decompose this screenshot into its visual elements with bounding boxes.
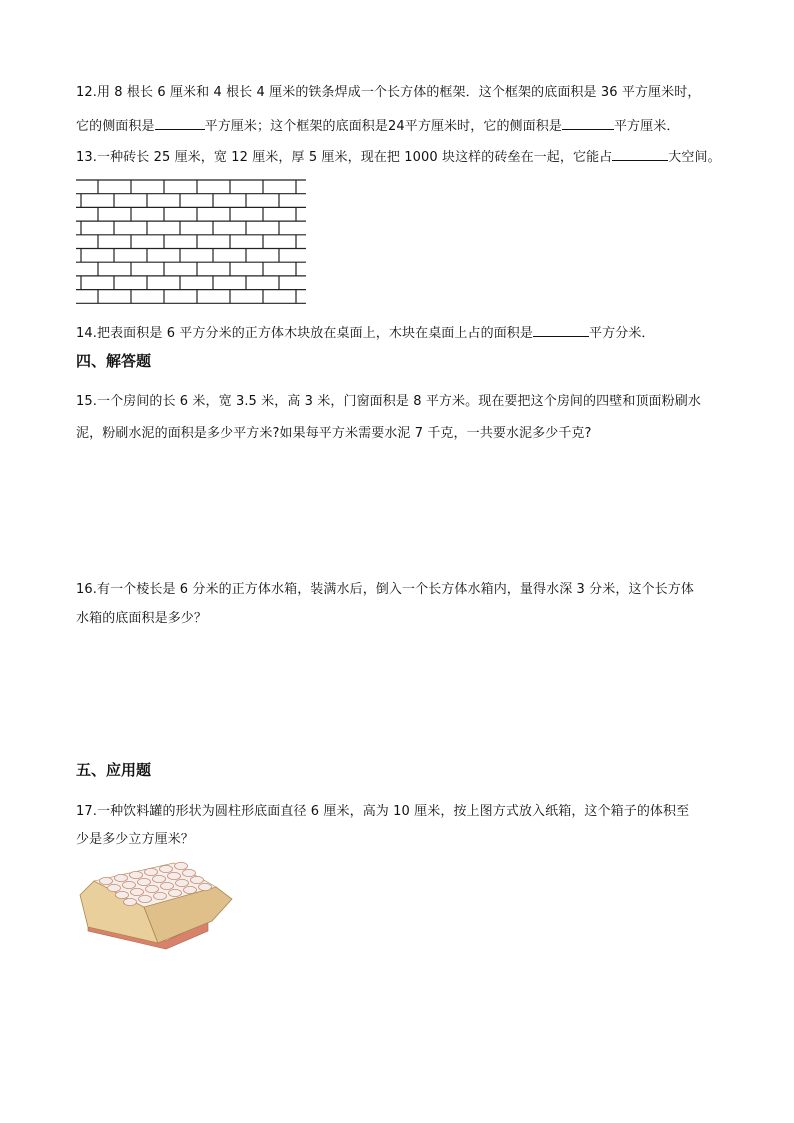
can-top bbox=[131, 888, 144, 895]
q17-line-2: 少是多少立方厘米？ bbox=[76, 832, 194, 847]
can-top bbox=[168, 872, 181, 879]
can-top bbox=[116, 891, 129, 898]
can-top bbox=[184, 886, 197, 893]
can-top bbox=[191, 876, 204, 883]
can-top bbox=[145, 868, 158, 875]
can-top bbox=[108, 884, 121, 891]
q12-answer-blank-2[interactable] bbox=[562, 115, 614, 130]
can-top bbox=[115, 874, 128, 881]
section-5-title: 五、应用题 bbox=[76, 761, 152, 779]
can-top bbox=[146, 885, 159, 892]
q12-text-c: 平方厘米． bbox=[613, 119, 680, 134]
can-top bbox=[139, 895, 152, 902]
can-top bbox=[138, 878, 151, 885]
q13-line bbox=[76, 146, 721, 168]
q12-line-2 bbox=[76, 115, 679, 137]
can-top bbox=[100, 877, 113, 884]
can-top bbox=[153, 875, 166, 882]
can-top bbox=[169, 889, 182, 896]
can-top bbox=[154, 892, 167, 899]
q12-text-a: 它的侧面积是 bbox=[76, 119, 155, 134]
q12-answer-blank-1[interactable] bbox=[155, 115, 205, 130]
can-top bbox=[160, 865, 173, 872]
q13-text-a: 13.一种砖长 25 厘米，宽 12 厘米，厚 5 厘米，现在把 1000 块这样的砖垒在一起，它能占 bbox=[76, 150, 613, 165]
can-top bbox=[199, 883, 212, 890]
can-top bbox=[183, 869, 196, 876]
q14-line bbox=[76, 322, 655, 344]
can-top bbox=[175, 862, 188, 869]
q12-line-1: 12.用 8 根长 6 厘米和 4 根长 4 厘米的铁条焊成一个长方体的框架．这个框架的底面积是 36 平方厘米时， bbox=[76, 85, 701, 100]
can-top bbox=[176, 879, 189, 886]
q16-line-2: 水箱的底面积是多少？ bbox=[76, 611, 208, 626]
can-box-figure bbox=[74, 859, 236, 951]
q14-text-b: 平方分米． bbox=[589, 326, 655, 341]
can-top bbox=[123, 881, 136, 888]
q16-line-1: 16.有一个棱长是 6 分米的正方体水箱，装满水后，倒入一个长方体水箱内，量得水深 3 分米，这个长方体 bbox=[76, 582, 694, 597]
section-4-title: 四、解答题 bbox=[76, 352, 152, 370]
q13-text-b: 大空间。 bbox=[668, 150, 721, 165]
q14-text-a: 14.把表面积是 6 平方分米的正方体木块放在桌面上，木块在桌面上占的面积是 bbox=[76, 326, 534, 341]
q12-text-b: 平方厘米；这个框架的底面积是24平方厘米时，它的侧面积是 bbox=[204, 119, 562, 134]
can-top bbox=[161, 882, 174, 889]
q13-answer-blank[interactable] bbox=[612, 146, 668, 161]
q14-answer-blank[interactable] bbox=[533, 322, 589, 337]
brick-wall-figure bbox=[76, 179, 308, 304]
q15-line-2: 泥，粉刷水泥的面积是多少平方米?如果每平方米需要水泥 7 千克，一共要水泥多少千克? bbox=[76, 426, 592, 441]
can-top bbox=[130, 871, 143, 878]
q17-line-1: 17.一种饮料罐的形状为圆柱形底面直径 6 厘米，高为 10 厘米，按上图方式放入纸箱，这个箱子的体积至 bbox=[76, 804, 690, 819]
q15-line-1: 15.一个房间的长 6 米，宽 3.5 米，高 3 米，门窗面积是 8 平方米。现在要把这个房间的四壁和顶面粉刷水 bbox=[76, 394, 701, 409]
can-top bbox=[124, 898, 137, 905]
